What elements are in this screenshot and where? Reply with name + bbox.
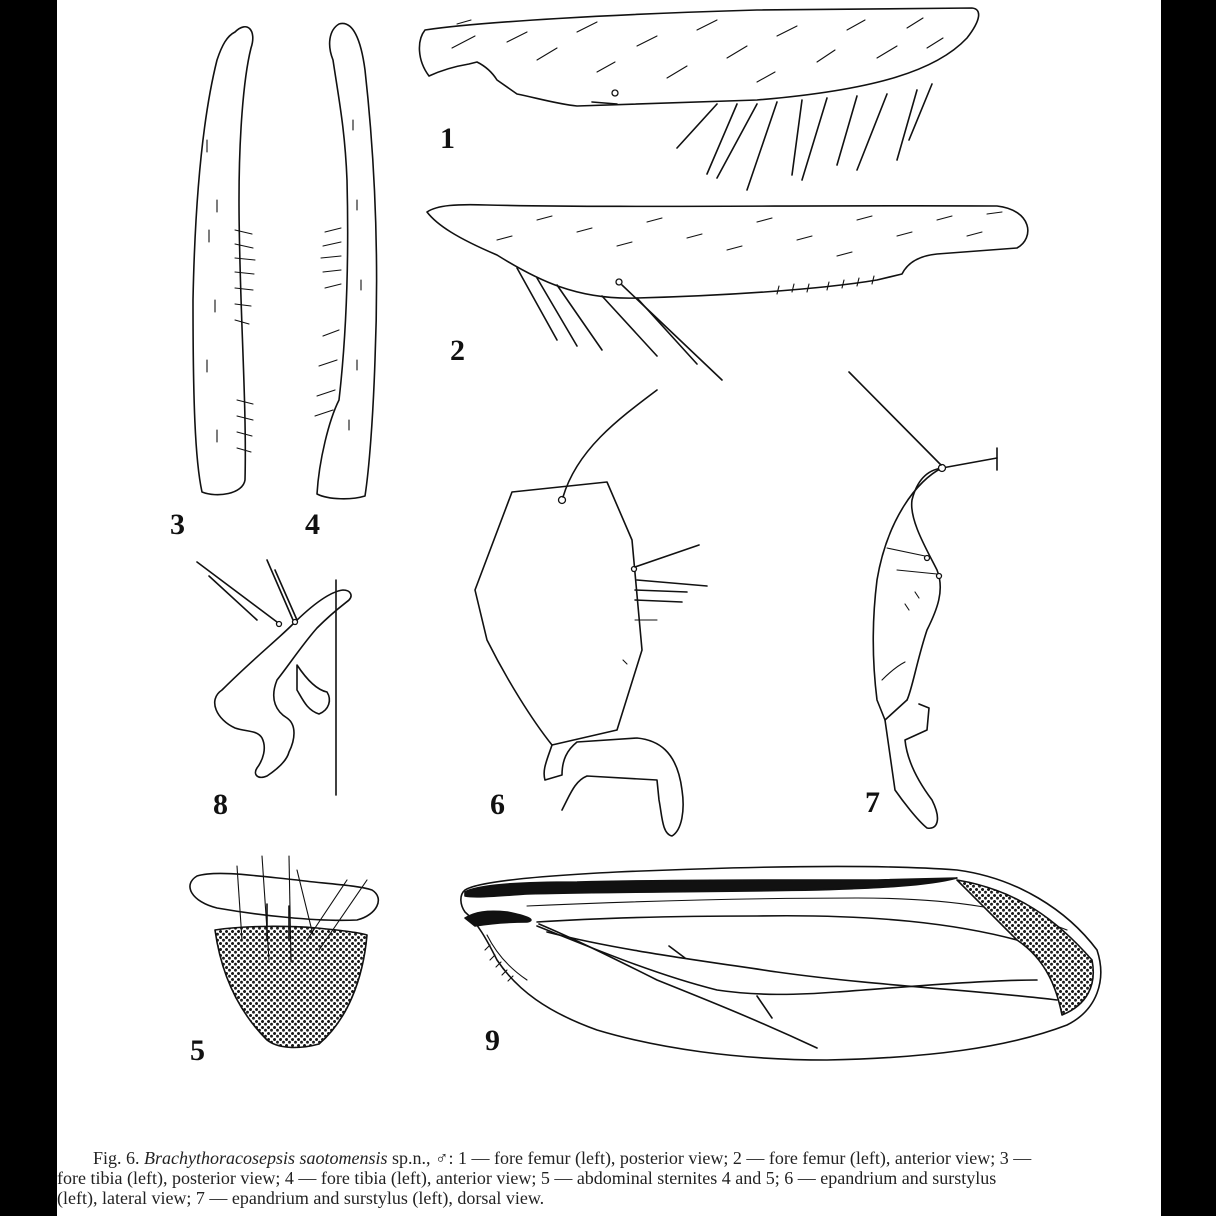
figure-plate — [57, 0, 1161, 1216]
panel-label-2: 2 — [450, 334, 465, 367]
panel-label-9: 9 — [485, 1024, 500, 1057]
panel-label-5: 5 — [190, 1034, 205, 1067]
caption-line-2: fore tibia (left), posterior view; 4 — fore tibia (left), anterior view; 5 — abdominal sternites 4 and 5; 6 — epandrium and surstylus — [57, 1168, 997, 1188]
panel-label-3: 3 — [170, 508, 185, 541]
panel-label-7: 7 — [865, 786, 880, 819]
drawing-9-wing — [461, 866, 1101, 1060]
caption-line-1 — [57, 1148, 1161, 1168]
panel-label-4: 4 — [305, 508, 320, 541]
drawing-6-epandrium-surstylus-lateral — [475, 390, 707, 836]
panel-label-1: 1 — [440, 122, 455, 155]
figure-caption — [57, 1148, 1161, 1208]
panel-label-6: 6 — [490, 788, 505, 821]
caption-line-1-rest: sp.n., ♂: 1 — fore femur (left), posterior view; 2 — fore femur (left), anterior view; 3 — — [392, 1148, 1032, 1168]
caption-species-name: Brachythoracosepsis saotomensis — [144, 1148, 388, 1168]
drawing-5-abdominal-sternites — [190, 856, 378, 1047]
drawing-1-fore-femur-posterior — [419, 8, 978, 190]
caption-figure-number: Fig. 6. — [93, 1148, 140, 1168]
drawing-7-epandrium-surstylus-dorsal — [849, 372, 997, 828]
panel-label-8: 8 — [213, 788, 228, 821]
caption-line-3: (left), lateral view; 7 — epandrium and surstylus (left), dorsal view. — [57, 1188, 545, 1208]
drawing-2-fore-femur-anterior — [427, 205, 1028, 380]
figure-drawings — [57, 0, 1161, 1216]
drawing-8-surstylus — [197, 560, 351, 795]
drawing-4-fore-tibia-anterior — [315, 23, 377, 498]
drawing-3-fore-tibia-posterior — [193, 27, 255, 495]
